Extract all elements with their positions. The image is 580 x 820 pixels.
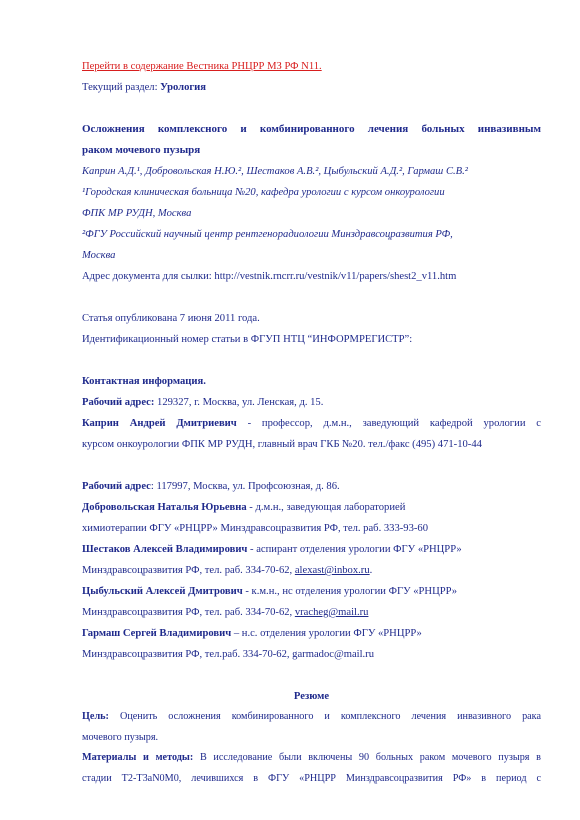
article-title-line1: Осложнения комплексного и комбинированного лечения больных инвазивным [82,123,541,135]
kaprin-contact-line1 [82,413,541,434]
dobrovolskaya-contact-line2: химиотерапии ФГУ «РНЦРР» Минздравсоцразвития РФ, тел. раб. 333-93-60 [82,523,429,534]
shestakov-details: - аспирант отделения урологии ФГУ «РНЦРР» [247,544,462,555]
garmash-details: – н.с. отделения урологии ФГУ «РНЦРР» [231,628,422,639]
work-address-2 [82,476,541,497]
work-address-2-label: Рабочий адрес [82,481,151,492]
document-url: Адрес документа для сылки: http://vestnik.rncrr.ru/vestnik/v11/papers/shest2_v11.htm [82,271,457,282]
abstract-methods-line1 [82,748,541,769]
contacts-heading: Контактная информация. [82,376,206,387]
methods-text: В исследование были включены 90 больных раком мочевого пузыря в [193,752,541,763]
affiliation-2-line1: ²ФГУ Российский научный центр рентгенорадиологии Минздравсоцразвития РФ, [82,229,453,240]
journal-contents-link[interactable] [82,56,541,77]
goal-text: Оценить осложнения комбинированного и комплексного лечения инвазивного рака [108,711,541,722]
abstract-heading: Резюме [293,691,330,702]
tsybulsky-details: - к.м.н., нс отделения урологии ФГУ «РНЦРР» [242,586,458,597]
dobrovolskaya-details: - д.м.н., заведующая лабораторией [246,502,406,513]
affiliation-2-line2: Москва [82,250,116,261]
shestakov-period: . [369,565,373,576]
contents-link-text[interactable]: Перейти в содержание Вестника РНЦРР МЗ РФ N11. [82,61,322,72]
section-prefix: Текущий раздел: [82,82,161,93]
section-name: Урология [160,82,207,93]
methods-label: Материалы и методы: [82,752,194,763]
garmash-contact-line2: Минздравсоцразвития РФ, тел.раб. 334-70-62, garmadoc@mail.ru [82,649,375,660]
registry-id: Идентификационный номер статьи в ФГУП НТЦ “ИНФОРМРЕГИСТР”: [82,334,413,345]
tsybulsky-contact-line1 [82,581,541,602]
article-authors: Каприн А.Д.¹, Добровольская Н.Ю.², Шестаков А.В.², Цыбульский А.Д.², Гармаш С.В.² [82,166,468,177]
tsybulsky-phone: Минздравсоцразвития РФ, тел. раб. 334-70-62, [82,607,295,618]
dobrovolskaya-name: Добровольская Наталья Юрьевна [82,502,247,513]
affiliation-1-line1: ¹Городская клиническая больница №20, кафедра урологии с курсом онкоурологии [82,187,445,198]
dobrovolskaya-contact-line1 [82,497,541,518]
tsybulsky-email-link[interactable]: vracheg@mail.ru [294,607,369,618]
work-address-1 [82,392,541,413]
tsybulsky-contact-line2 [82,602,541,623]
tsybulsky-name: Цыбульский Алексей Дмитрович [82,586,243,597]
shestakov-email-link[interactable]: alexast@inbox.ru [294,565,370,576]
article-title-line2: раком мочевого пузыря [82,144,201,156]
goal-label: Цель: [82,711,109,722]
shestakov-name: Шестаков Алексей Владимирович [82,544,248,555]
garmash-contact-line1 [82,623,541,644]
garmash-name: Гармаш Сергей Владимирович [82,628,232,639]
shestakov-contact-line1 [82,539,541,560]
article-page [82,56,541,789]
publication-date: Статья опубликована 7 июня 2011 года. [82,313,260,324]
affiliation-1-line2: ФПК МР РУДН, Москва [82,208,192,219]
shestakov-contact-line2 [82,560,541,581]
current-section [82,77,541,98]
abstract-goal-line2: мочевого пузыря. [82,731,159,743]
shestakov-phone: Минздравсоцразвития РФ, тел. раб. 334-70-62, [82,565,295,576]
work-address-value: 129327, г. Москва, ул. Ленская, д. 15. [154,397,324,408]
kaprin-contact-line2: курсом онкоурологии ФПК МР РУДН, главный врач ГКБ №20. тел./факс (495) 471-10-44 [82,439,482,450]
abstract-methods-line2: стадии T2-T3aN0M0, лечившихся в ФГУ «РНЦРР Минздравсоцразвития РФ» в период с [82,772,541,784]
kaprin-details: - профессор, д.м.н., заведующий кафедрой урологии с [236,418,541,429]
abstract-goal-line1 [82,707,541,728]
kaprin-name: Каприн Андрей Дмитриевич [82,418,237,429]
work-address-2-value: : 117997, Москва, ул. Профсоюзная, д. 86. [150,481,340,492]
work-address-label: Рабочий адрес: [82,397,155,408]
